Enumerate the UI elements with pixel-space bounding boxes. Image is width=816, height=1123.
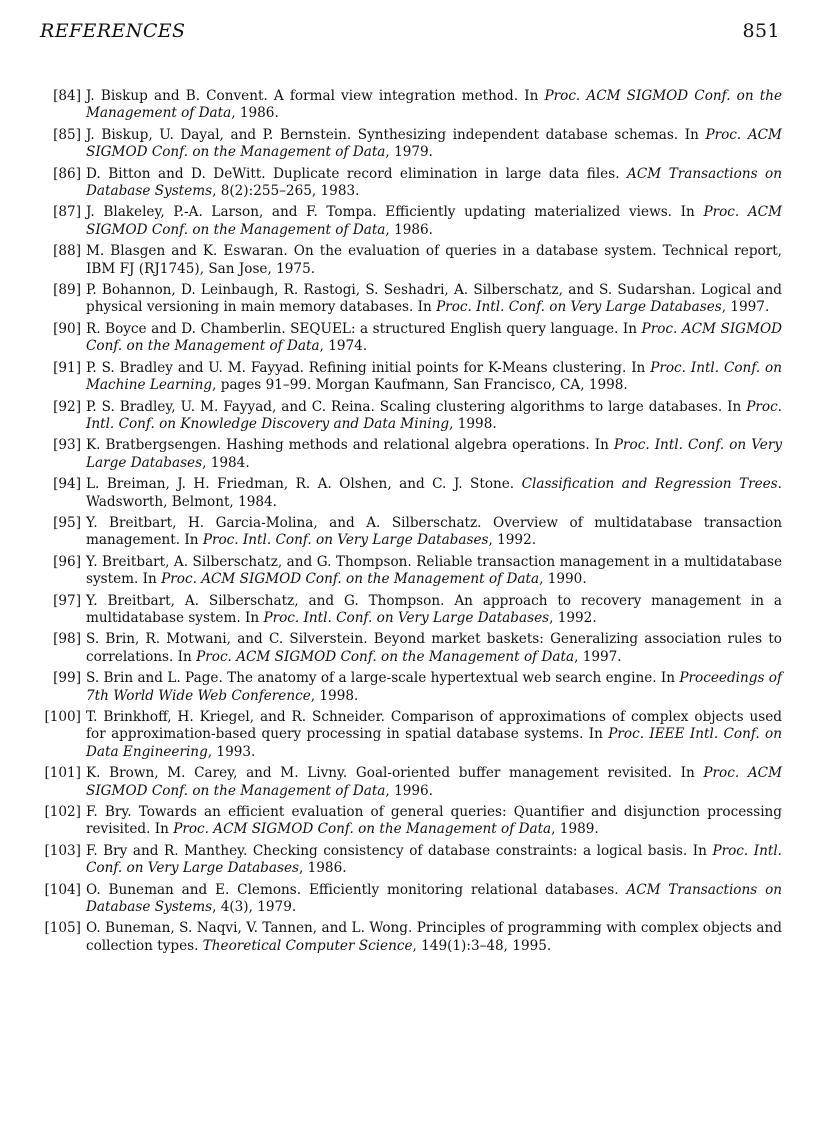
reference-number: [105]: [44, 920, 81, 937]
reference-number: [100]: [44, 709, 81, 725]
reference-venue: Proc. ACM SIGMOD Conf. on the Management of Data: [86, 320, 783, 355]
reference-entry: [30, 920, 782, 955]
reference-list: [30, 88, 782, 959]
reference-entry: [30, 437, 782, 472]
reference-number: [97]: [53, 592, 81, 609]
reference-segment: , 1990.: [539, 571, 587, 588]
reference-segment: P. S. Bradley, U. M. Fayyad, and C. Reina. Scaling clustering algorithms to large databases. In: [86, 398, 747, 415]
reference-text: [86, 399, 782, 434]
reference-segment: K. Brown, M. Carey, and M. Livny. Goal-oriented buffer management revisited. In: [86, 765, 704, 782]
reference-venue: Proc. Intl. Conf. on Knowledge Discovery and Data Mining: [86, 398, 782, 432]
reference-number: [86]: [53, 165, 81, 182]
reference-text: [86, 321, 782, 356]
reference-text: [86, 282, 782, 317]
reference-entry: [30, 282, 782, 317]
reference-entry: [30, 631, 782, 666]
reference-number: [102]: [44, 804, 81, 821]
reference-segment: Y. Breitbart, A. Silberschatz, and G. Thompson. An approach to recovery management in a multidatabase system. In: [86, 592, 782, 626]
reference-text: [86, 631, 782, 666]
reference-segment: F. Bry. Towards an efficient evaluation of general queries: Quantifier and disjunction processing revisited. In: [86, 804, 782, 838]
reference-segment: , 1986.: [385, 221, 433, 238]
reference-number: [104]: [44, 881, 81, 898]
reference-venue: Classification and Regression Trees: [521, 476, 778, 493]
reference-number: [103]: [44, 842, 81, 859]
reference-venue: Proc. Intl. Conf. on Very Large Databases: [263, 609, 550, 626]
reference-segment: D. Bitton and D. DeWitt. Duplicate record elimination in large data files.: [86, 165, 628, 182]
reference-venue: Proc. Intl. Conf. on Very Large Databases: [86, 437, 782, 471]
reference-venue: Proc. Intl. Conf. on Very Large Databases: [86, 842, 782, 877]
reference-venue: Proc. Intl. Conf. on Very Large Databases: [436, 299, 722, 316]
reference-segment: , 8(2):255–265, 1983.: [212, 183, 360, 200]
reference-segment: M. Blasgen and K. Eswaran. On the evaluation of queries in a database system. Technical report, IBM FJ (RJ1745), San Jose, 1975.: [86, 243, 782, 277]
reference-segment: , 1974.: [319, 338, 368, 355]
reference-entry: [30, 593, 782, 628]
reference-venue: Proc. Intl. Conf. on Machine Learning: [86, 359, 782, 394]
reference-number: [94]: [53, 476, 81, 493]
reference-segment: , 1998.: [310, 687, 359, 704]
reference-text: [86, 593, 782, 628]
reference-segment: , 1992.: [488, 532, 537, 549]
reference-segment: P. S. Bradley and U. M. Fayyad. Refining initial points for K-Means clustering. In: [86, 359, 651, 376]
reference-number: [91]: [53, 359, 81, 376]
reference-text: [86, 843, 782, 878]
reference-venue: Proc. ACM SIGMOD Conf. on the Management of Data: [86, 88, 782, 122]
reference-segment: Y. Breitbart, A. Silberschatz, and G. Thompson. Reliable transaction management in a multidatabase system. In: [86, 553, 782, 588]
reference-venue: ACM Transactions on Database Systems: [86, 165, 782, 200]
reference-segment: , 1996.: [385, 782, 433, 799]
reference-venue: Proceedings of 7th World Wide Web Conference: [86, 670, 782, 704]
reference-text: [86, 476, 782, 511]
reference-segment: , 149(1):3–48, 1995.: [412, 937, 552, 954]
reference-number: [101]: [44, 765, 81, 782]
reference-segment: J. Biskup and B. Convent. A formal view integration method. In: [86, 88, 545, 104]
reference-entry: [30, 804, 782, 839]
reference-text: [86, 166, 782, 201]
reference-venue: ACM Transactions on Database Systems: [86, 881, 783, 916]
reference-segment: Y. Breitbart, H. Garcia-Molina, and A. Silberschatz. Overview of multidatabase transaction management. In: [86, 514, 782, 549]
reference-text: [86, 920, 782, 955]
reference-number: [93]: [53, 437, 81, 454]
reference-segment: , 1979.: [385, 144, 433, 161]
reference-entry: [30, 127, 782, 162]
reference-segment: , 1986.: [231, 105, 279, 122]
reference-number: [92]: [53, 398, 81, 415]
reference-text: [86, 437, 782, 472]
reference-text: [86, 709, 782, 761]
reference-venue: Proc. ACM SIGMOD Conf. on the Management of Data: [173, 821, 552, 838]
reference-entry: [30, 88, 782, 123]
reference-venue: Proc. ACM SIGMOD Conf. on the Management of Data: [86, 765, 782, 799]
reference-segment: K. Bratbergsengen. Hashing methods and relational algebra operations. In: [86, 437, 614, 454]
reference-entry: [30, 399, 782, 434]
reference-number: [87]: [53, 204, 81, 221]
reference-entry: [30, 243, 782, 278]
reference-venue: Proc. ACM SIGMOD Conf. on the Management of Data: [196, 648, 575, 665]
reference-segment: , 1986.: [298, 860, 347, 877]
reference-text: [86, 243, 782, 278]
reference-segment: S. Brin and L. Page. The anatomy of a large-scale hypertextual web search engine. In: [86, 670, 680, 687]
reference-segment: T. Brinkhoff, H. Kriegel, and R. Schneider. Comparison of approximations of complex objects used for approximation-based query processing in spatial database systems. In: [86, 709, 782, 743]
reference-entry: [30, 476, 782, 511]
reference-number: [96]: [53, 553, 81, 570]
reference-venue: Proc. ACM SIGMOD Conf. on the Management of Data: [86, 204, 782, 238]
reference-segment: , 4(3), 1979.: [212, 899, 297, 916]
reference-entry: [30, 670, 782, 705]
reference-text: [86, 670, 782, 705]
reference-venue: Proc. ACM SIGMOD Conf. on the Management of Data: [161, 571, 540, 588]
reference-entry: [30, 554, 782, 589]
reference-segment: F. Bry and R. Manthey. Checking consistency of database constraints: a logical basis. In: [86, 842, 713, 859]
reference-text: [86, 554, 782, 589]
reference-entry: [30, 204, 782, 239]
reference-entry: [30, 166, 782, 201]
running-title: REFERENCES: [40, 20, 186, 42]
reference-segment: J. Blakeley, P.-A. Larson, and F. Tompa. Efficiently updating materialized views. In: [86, 204, 704, 221]
reference-number: [95]: [53, 514, 81, 531]
reference-text: [86, 765, 782, 800]
reference-segment: , 1997.: [721, 299, 770, 316]
reference-segment: . Wadsworth, Belmont, 1984.: [86, 476, 782, 510]
reference-number: [99]: [53, 670, 81, 687]
reference-entry: [30, 882, 782, 917]
reference-entry: [30, 765, 782, 800]
reference-number: [88]: [53, 243, 81, 260]
reference-entry: [30, 321, 782, 356]
reference-entry: [30, 360, 782, 395]
running-header: [40, 20, 780, 42]
reference-text: [86, 127, 782, 162]
reference-segment: , 1993.: [207, 743, 256, 760]
reference-entry: [30, 709, 782, 761]
reference-segment: , 1998.: [449, 415, 497, 432]
reference-number: [85]: [53, 126, 81, 143]
reference-segment: O. Buneman and E. Clemons. Efficiently monitoring relational databases.: [86, 881, 627, 898]
reference-number: [98]: [53, 631, 81, 648]
reference-segment: O. Buneman, S. Naqvi, V. Tannen, and L. Wong. Principles of programming with complex objects and collection types.: [86, 920, 782, 954]
reference-segment: , 1997.: [574, 648, 622, 665]
reference-number: [84]: [53, 88, 81, 104]
reference-text: [86, 515, 782, 550]
reference-segment: , 1989.: [551, 821, 599, 838]
page-number: 851: [742, 20, 780, 42]
reference-text: [86, 360, 782, 395]
reference-segment: L. Breiman, J. H. Friedman, R. A. Olshen, and C. J. Stone.: [86, 476, 522, 493]
reference-number: [90]: [53, 320, 81, 337]
reference-number: [89]: [53, 282, 81, 299]
reference-segment: R. Boyce and D. Chamberlin. SEQUEL: a structured English query language. In: [86, 320, 642, 337]
reference-venue: Theoretical Computer Science: [202, 937, 413, 954]
reference-text: [86, 204, 782, 239]
reference-segment: J. Biskup, U. Dayal, and P. Bernstein. Synthesizing independent database schemas. In: [86, 126, 706, 143]
reference-text: [86, 804, 782, 839]
reference-segment: P. Bohannon, D. Leinbaugh, R. Rastogi, S. Seshadri, A. Silberschatz, and S. Sudarshan. Logical and physical versioning in main memory databases. In: [86, 282, 782, 316]
reference-segment: , pages 91–99. Morgan Kaufmann, San Francisco, CA, 1998.: [212, 377, 628, 394]
reference-entry: [30, 515, 782, 550]
reference-venue: Proc. IEEE Intl. Conf. on Data Engineering: [86, 726, 782, 760]
reference-segment: , 1992.: [549, 609, 597, 626]
reference-venue: Proc. Intl. Conf. on Very Large Databases: [202, 532, 489, 549]
reference-segment: S. Brin, R. Motwani, and C. Silverstein. Beyond market baskets: Generalizing association rules to correlations. In: [86, 631, 782, 665]
reference-text: [86, 882, 782, 917]
reference-text: [86, 88, 782, 123]
reference-venue: Proc. ACM SIGMOD Conf. on the Management of Data: [86, 126, 782, 161]
reference-entry: [30, 843, 782, 878]
reference-segment: , 1984.: [202, 454, 250, 471]
